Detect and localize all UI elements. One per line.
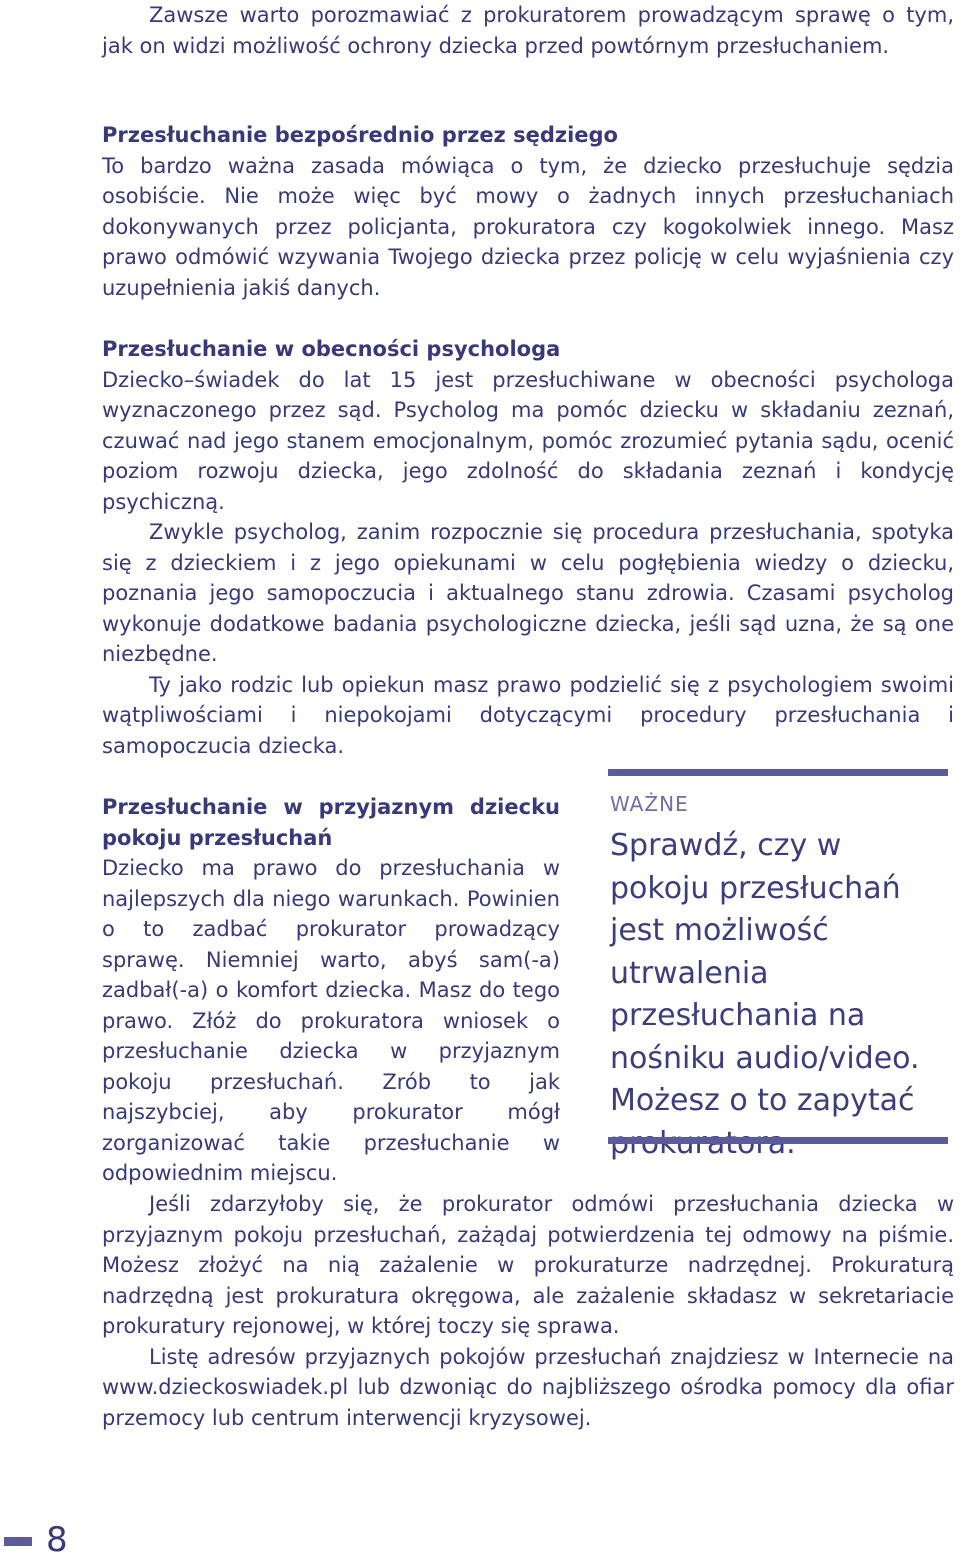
section-paragraph-friendly-room-1: Dziecko ma prawo do przesłuchania w najlepszych dla niego warunkach. Powinien o to zadbać prokurator prowadzący sprawę. Niemniej warto, abyś sam(-a) zadbał(-a) o komfort dziecka. Masz do tego prawo. Złóż do prokuratora wniosek o przesłuchanie dziecka w przyjaznym pokoju przesłuchań. Zrób to jak najszybciej, aby prokurator mógł zorganizować takie przesłuchanie w odpowiednim miejscu.: [102, 856, 560, 1185]
section-psychologist: [102, 334, 954, 761]
important-box-top-rule: [608, 769, 948, 776]
intro-block: [102, 0, 954, 61]
section-paragraph-friendly-room-2: Jeśli zdarzyłoby się, że prokurator odmówi przesłuchania dziecka w przyjaznym pokoju przesłuchań, zażądaj potwierdzenia tej odmowy na piśmie. Możesz złożyć na nią zażalenie w prokuraturze nadrzędnej. Prokuraturą nadrzędną jest prokuratura okręgowa, ale zażalenie składasz w sekretariacie prokuratury rejonowej, w której toczy się sprawa.: [102, 1192, 954, 1338]
section-heading-psychologist: Przesłuchanie w obecności psychologa: [102, 337, 561, 361]
page-number: 8: [46, 1520, 68, 1560]
important-box-bottom-rule: [608, 1137, 948, 1144]
section-heading-friendly-room: Przesłuchanie w przyjaznym dziecku pokoju przesłuchań: [102, 795, 560, 850]
page-number-bar: [4, 1537, 32, 1546]
section-paragraph-psychologist-2: Zwykle psycholog, zanim rozpocznie się procedura przesłuchania, spotyka się z dzieckiem i z jego opiekunami w celu pogłębienia wiedzy o dziecku, poznania jego samopoczucia i aktualnego stanu zdrowia. Czasami psycholog wykonuje dodatkowe badania psychologiczne dziecka, jeśli sąd uzna, że są one niezbędne.: [102, 520, 954, 666]
important-box-label: WAŻNE: [610, 792, 689, 816]
section-paragraph-psychologist-3: Ty jako rodzic lub opiekun masz prawo podzielić się z psychologiem swoimi wątpliwościami i niepokojami dotyczącymi procedury przesłuchania i samopoczucia dziecka.: [102, 672, 954, 758]
section-friendly-room-continued: [102, 1189, 954, 1433]
section-paragraph-judge: To bardzo ważna zasada mówiąca o tym, że dziecko przesłuchuje sędzia osobiście. Nie może więc być mowy o żadnych innych przesłuchaniach dokonywanych przez policjanta, prokuratora czy kogokolwiek innego. Masz prawo odmówić wzywania Twojego dziecka przez policję w celu wyjaśnienia czy uzupełnienia jakiś danych.: [102, 153, 954, 300]
section-paragraph-friendly-room-3: Listę adresów przyjaznych pokojów przesłuchań znajdziesz w Internecie na www.dzieckoswiadek.pl lub dzwoniąc do najbliższego ośrodka pomocy dla ofiar przemocy lub centrum interwencji kryzysowej.: [102, 1344, 954, 1430]
section-heading-judge: Przesłuchanie bezpośrednio przez sędziego: [102, 123, 618, 147]
important-box-text: Sprawdź, czy w pokoju przesłuchań jest możliwość utrwalenia przesłuchania na nośniku audio/video. Możesz o to zapytać: [610, 828, 920, 1118]
intro-paragraph: Zawsze warto porozmawiać z prokuratorem prowadzącym sprawę o tym, jak on widzi możliwość ochrony dziecka przed powtórnym przesłuchaniem.: [102, 3, 954, 58]
section-friendly-room: [102, 792, 560, 1189]
section-paragraph-psychologist-1: Dziecko–świadek do lat 15 jest przesłuchiwane w obecności psychologa wyznaczonego przez sąd. Psycholog ma pomóc dziecku w składaniu zeznań, czuwać nad jego stanem emocjonalnym, pomóc zrozumieć pytania sądu, ocenić poziom rozwoju dziecka, jego zdolność do składania zeznań i kondycję psychiczną.: [102, 367, 954, 514]
section-judge: [102, 120, 954, 303]
